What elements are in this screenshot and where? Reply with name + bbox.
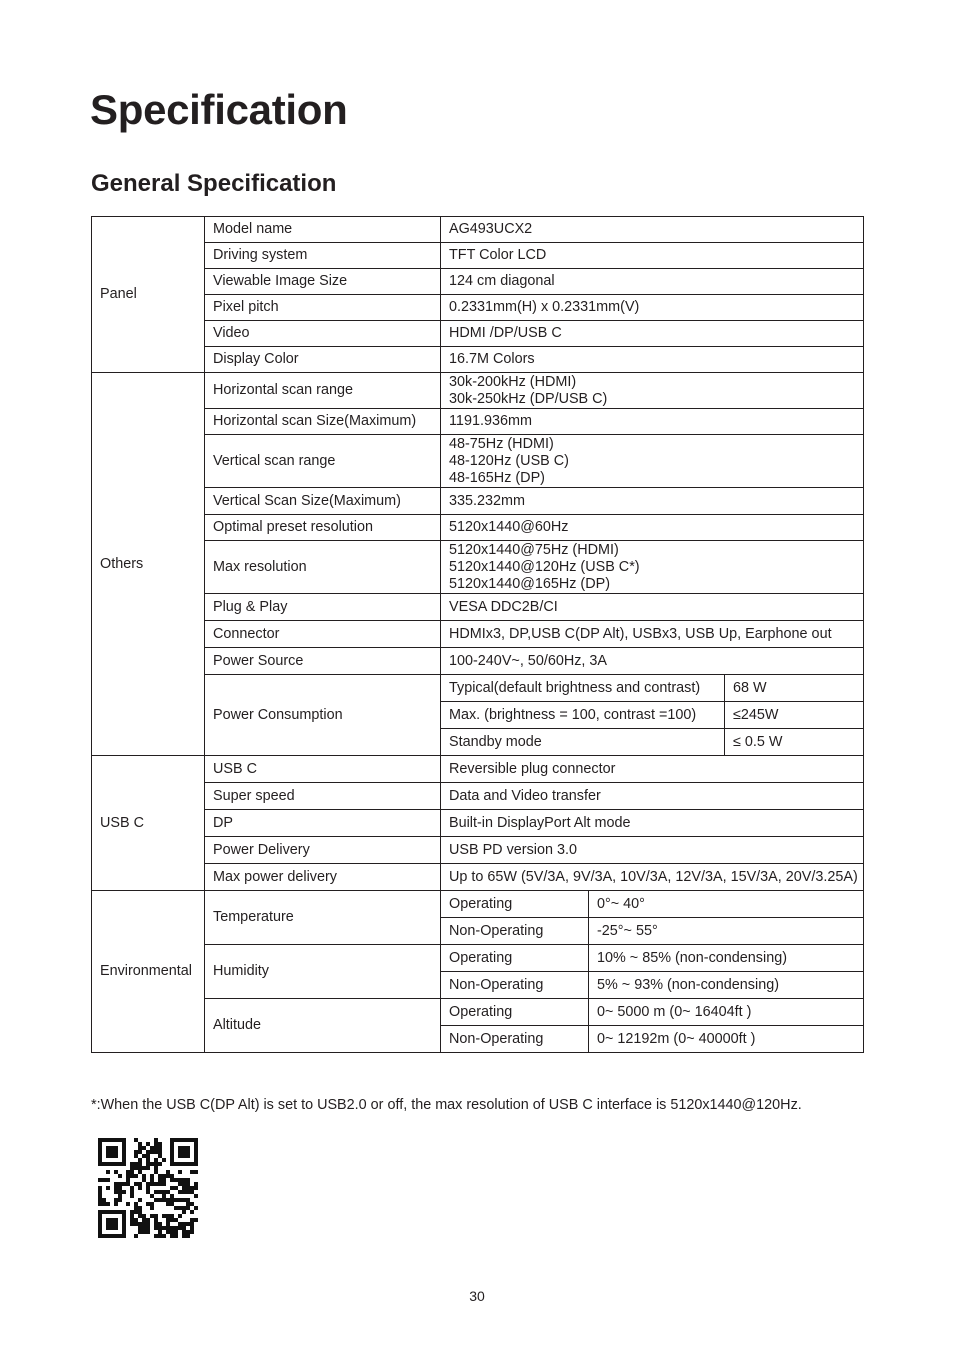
page-title: Specification: [90, 86, 348, 133]
table-row: [92, 837, 864, 864]
group-label-panel: Panel: [92, 217, 205, 373]
spec-value: Data and Video transfer: [441, 783, 864, 810]
condition-label: Non-Operating: [441, 972, 589, 999]
spec-label: Altitude: [205, 999, 441, 1053]
spec-value-multiline: [441, 435, 864, 488]
spec-label: Plug & Play: [205, 594, 441, 621]
spec-value: 16.7M Colors: [441, 347, 864, 373]
spec-value: USB PD version 3.0: [441, 837, 864, 864]
section-title: General Specification: [91, 170, 337, 197]
condition-label: Operating: [441, 999, 589, 1026]
condition-label: Non-Operating: [441, 1026, 589, 1053]
table-row: [92, 347, 864, 373]
spec-value: -25°~ 55°: [589, 918, 864, 945]
table-row: [92, 515, 864, 541]
table-row: [92, 594, 864, 621]
spec-label: Vertical scan range: [205, 435, 441, 488]
table-row: [92, 488, 864, 515]
qr-code: [98, 1138, 198, 1238]
table-row: [92, 756, 864, 783]
spec-value-line: 30k-200kHz (HDMI): [449, 373, 577, 390]
power-condition: Standby mode: [441, 729, 725, 756]
spec-label: Max power delivery: [205, 864, 441, 891]
power-value: ≤245W: [725, 702, 864, 729]
spec-value: 10% ~ 85% (non-condensing): [589, 945, 864, 972]
spec-value: 0~ 12192m (0~ 40000ft ): [589, 1026, 864, 1053]
table-row: [92, 217, 864, 243]
table-row: [92, 891, 864, 918]
table-row: [92, 409, 864, 435]
table-row: [92, 243, 864, 269]
spec-label: Video: [205, 321, 441, 347]
spec-value: TFT Color LCD: [441, 243, 864, 269]
spec-value: 0°~ 40°: [589, 891, 864, 918]
spec-value: HDMI /DP/USB C: [441, 321, 864, 347]
table-row: [92, 675, 864, 702]
group-label-usbc: USB C: [92, 756, 205, 891]
spec-value: 335.232mm: [441, 488, 864, 515]
spec-value: Reversible plug connector: [441, 756, 864, 783]
spec-label: Power Consumption: [205, 675, 441, 756]
power-condition: Typical(default brightness and contrast): [441, 675, 725, 702]
table-row: [92, 999, 864, 1026]
spec-value: 0~ 5000 m (0~ 16404ft ): [589, 999, 864, 1026]
spec-label: Pixel pitch: [205, 295, 441, 321]
spec-value-multiline: [441, 373, 864, 409]
spec-label: Temperature: [205, 891, 441, 945]
spec-label: Vertical Scan Size(Maximum): [205, 488, 441, 515]
power-value: 68 W: [725, 675, 864, 702]
spec-label: Viewable Image Size: [205, 269, 441, 295]
spec-label: USB C: [205, 756, 441, 783]
power-condition: Max. (brightness = 100, contrast =100): [441, 702, 725, 729]
spec-label: Max resolution: [205, 541, 441, 594]
spec-value: 1191.936mm: [441, 409, 864, 435]
spec-value: 5% ~ 93% (non-condensing): [589, 972, 864, 999]
spec-label: Power Source: [205, 648, 441, 675]
spec-label: Optimal preset resolution: [205, 515, 441, 541]
group-label-others: Others: [92, 373, 205, 756]
spec-value-line: 5120x1440@120Hz (USB C*): [449, 558, 640, 575]
condition-label: Operating: [441, 945, 589, 972]
group-label-environmental: Environmental: [92, 891, 205, 1053]
table-row: [92, 295, 864, 321]
table-row: [92, 621, 864, 648]
power-value: ≤ 0.5 W: [725, 729, 864, 756]
table-row: [92, 269, 864, 295]
spec-label: Horizontal scan range: [205, 373, 441, 409]
spec-value: VESA DDC2B/CI: [441, 594, 864, 621]
page-number: 30: [469, 1288, 485, 1304]
table-row: [92, 648, 864, 675]
table-row: [92, 810, 864, 837]
spec-value: Built-in DisplayPort Alt mode: [441, 810, 864, 837]
spec-value: 5120x1440@60Hz: [441, 515, 864, 541]
spec-label: Connector: [205, 621, 441, 648]
spec-label: Humidity: [205, 945, 441, 999]
table-row: [92, 783, 864, 810]
spec-value-multiline: [441, 541, 864, 594]
spec-value: Up to 65W (5V/3A, 9V/3A, 10V/3A, 12V/3A, 15V/3A, 20V/3.25A): [441, 864, 864, 891]
table-row: [92, 864, 864, 891]
spec-value-line: 30k-250kHz (DP/USB C): [449, 390, 608, 407]
spec-label: DP: [205, 810, 441, 837]
spec-value: 100-240V~, 50/60Hz, 3A: [441, 648, 864, 675]
spec-label: Power Delivery: [205, 837, 441, 864]
spec-value-line: 5120x1440@75Hz (HDMI): [449, 541, 619, 558]
spec-value-line: 48-165Hz (DP): [449, 469, 545, 486]
spec-value-line: 48-120Hz (USB C): [449, 452, 569, 469]
spec-label: Display Color: [205, 347, 441, 373]
table-row: [92, 435, 864, 488]
footnote: *:When the USB C(DP Alt) is set to USB2.0 or off, the max resolution of USB C interface is 5120x1440@120Hz.: [91, 1097, 802, 1113]
spec-table: [91, 216, 864, 1053]
spec-label: Super speed: [205, 783, 441, 810]
spec-label: Horizontal scan Size(Maximum): [205, 409, 441, 435]
spec-label: Driving system: [205, 243, 441, 269]
condition-label: Non-Operating: [441, 918, 589, 945]
spec-value-line: 5120x1440@165Hz (DP): [449, 575, 611, 592]
spec-value: AG493UCX2: [441, 217, 864, 243]
table-row: [92, 541, 864, 594]
spec-value-line: 48-75Hz (HDMI): [449, 435, 554, 452]
table-row: [92, 373, 864, 409]
condition-label: Operating: [441, 891, 589, 918]
spec-label: Model name: [205, 217, 441, 243]
spec-value: 0.2331mm(H) x 0.2331mm(V): [441, 295, 864, 321]
table-row: [92, 321, 864, 347]
spec-value: HDMIx3, DP,USB C(DP Alt), USBx3, USB Up, Earphone out: [441, 621, 864, 648]
spec-value: 124 cm diagonal: [441, 269, 864, 295]
table-row: [92, 945, 864, 972]
